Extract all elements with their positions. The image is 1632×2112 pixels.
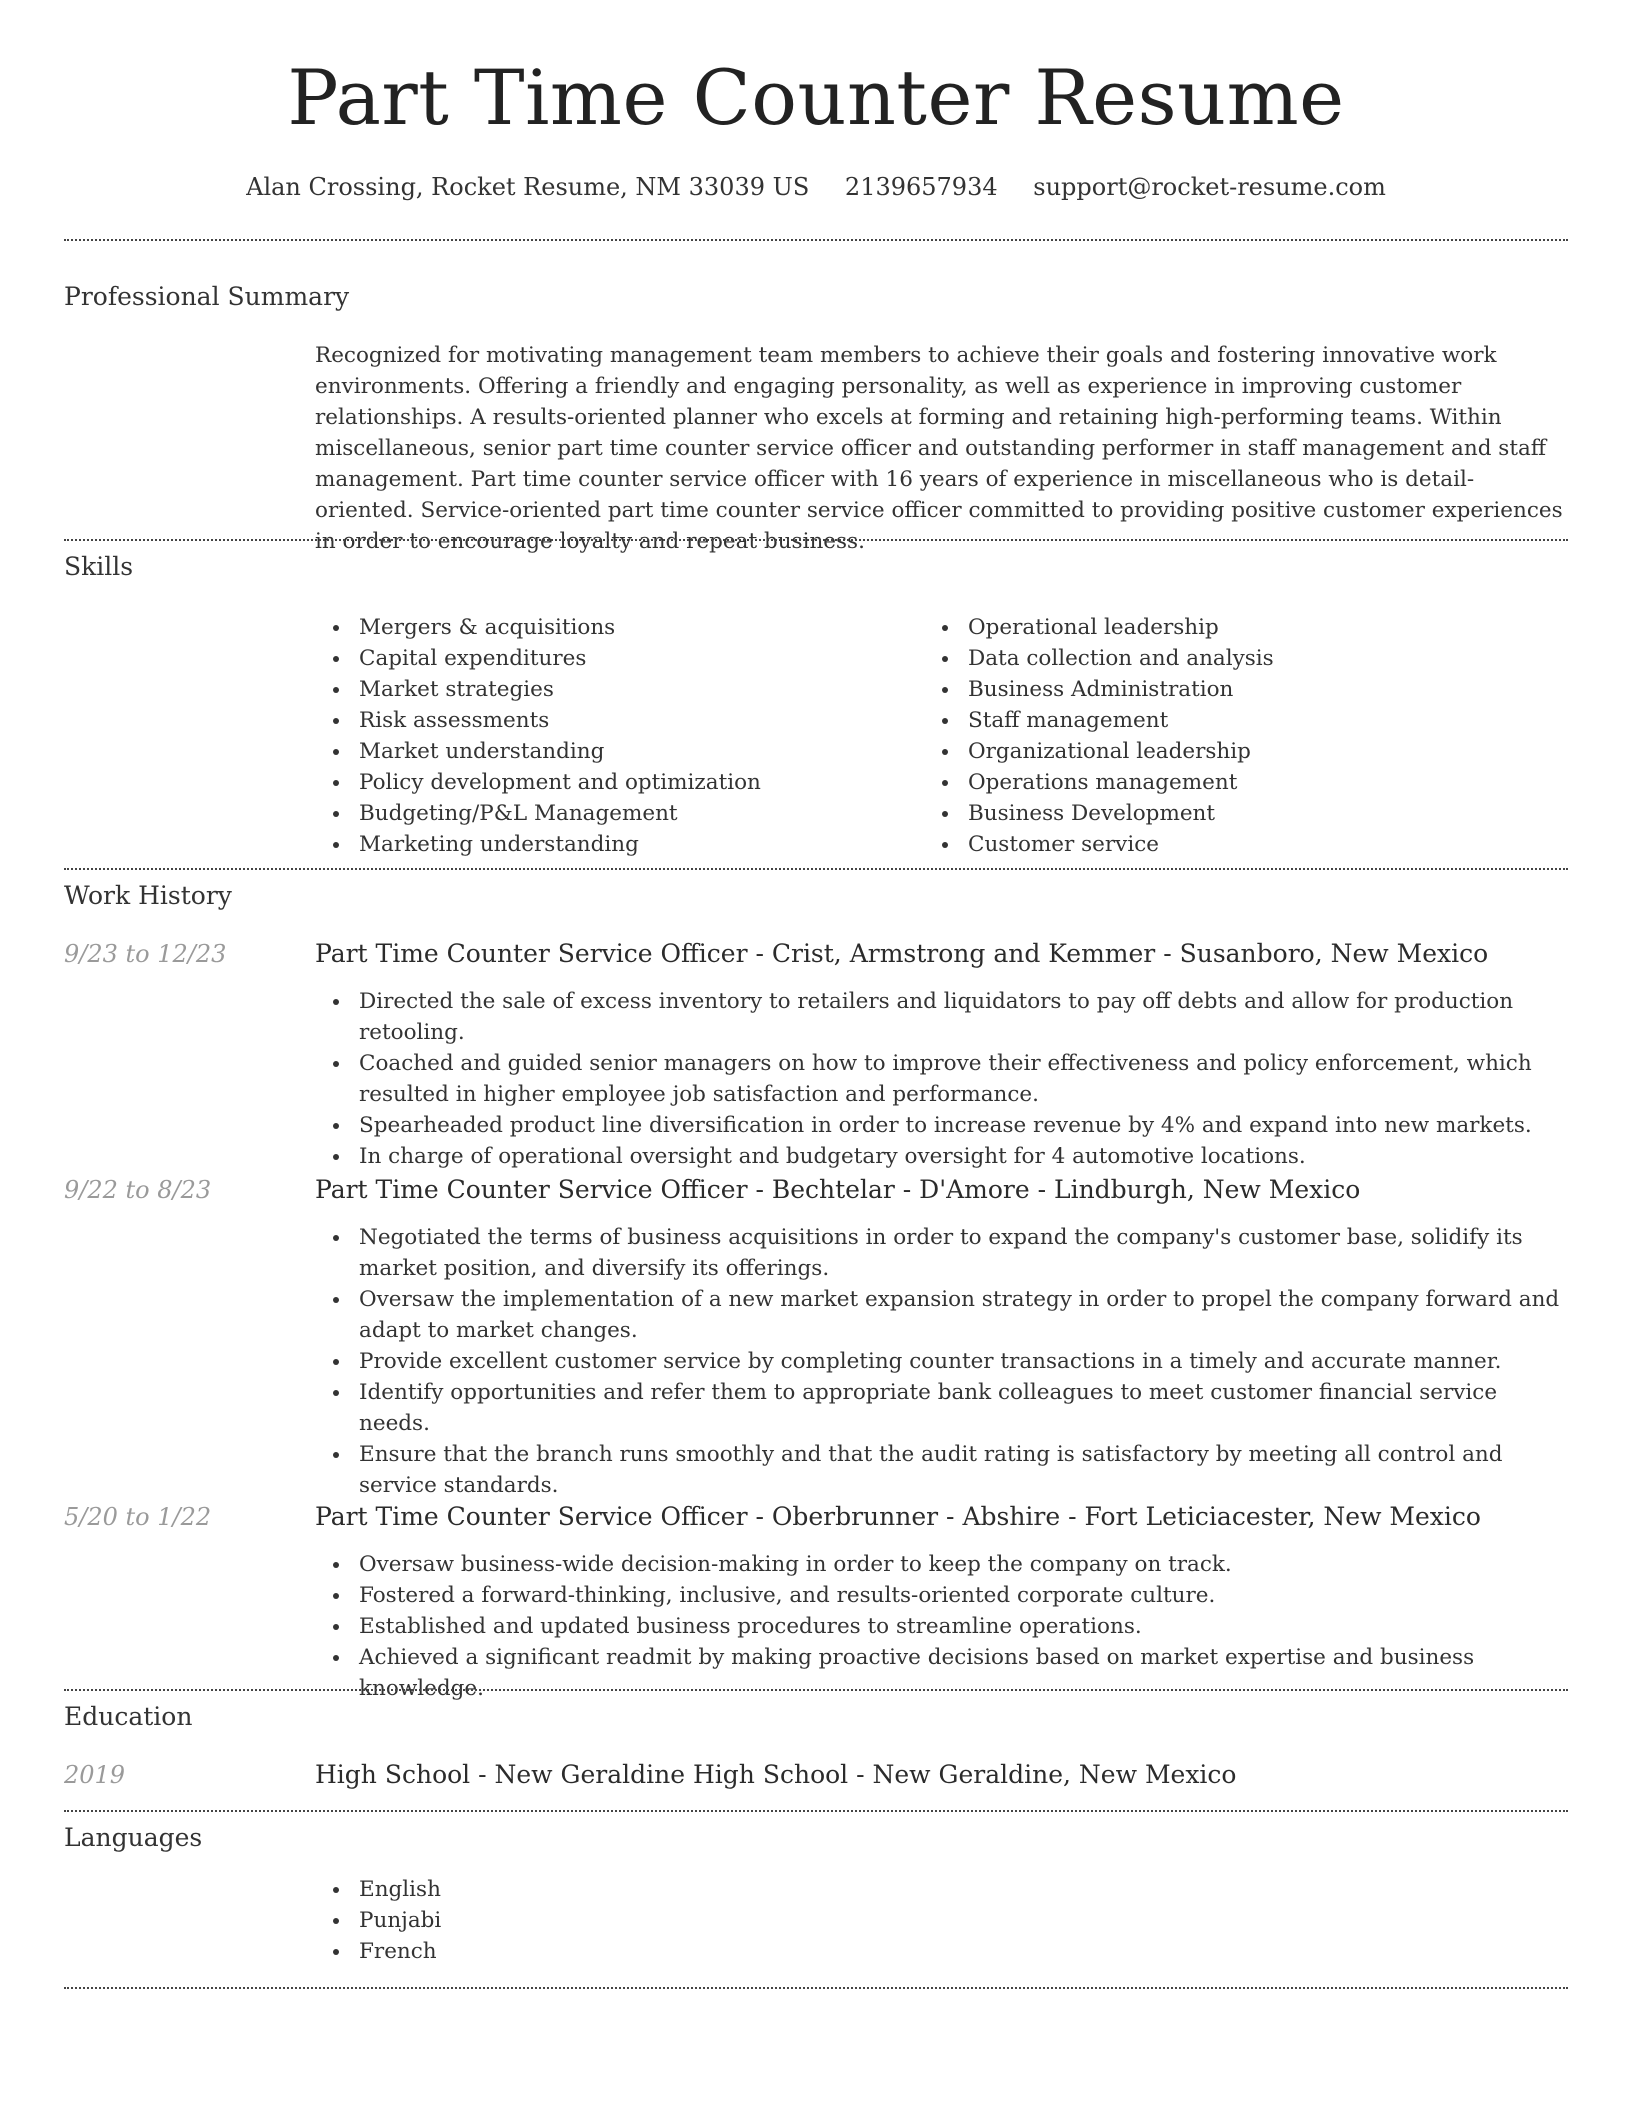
section-divider: [64, 1987, 1568, 1989]
skill-item: Marketing understanding: [359, 829, 875, 860]
section-title-skills: Skills: [64, 552, 134, 581]
section-title-work: Work History: [64, 881, 232, 910]
job-heading: Part Time Counter Service Officer - Oberbrunner - Abshire - Fort Leticiacester, New Mexico: [315, 1502, 1481, 1531]
skill-item: Staff management: [968, 705, 1484, 736]
job-bullet: Provide excellent customer service by completing counter transactions in a timely and accurate manner.: [359, 1346, 1570, 1377]
page-title: Part Time Counter Resume: [287, 53, 1345, 142]
skill-item: Operational leadership: [968, 612, 1484, 643]
job-bullet-list: [315, 1549, 1570, 1704]
language-item: Punjabi: [359, 1905, 1570, 1936]
language-item: English: [359, 1874, 1570, 1905]
contact-line: [0, 170, 1632, 204]
section-divider: [64, 1689, 1568, 1691]
section-title-summary: Professional Summary: [64, 282, 350, 311]
skill-item: Business Administration: [968, 674, 1484, 705]
job-bullet: Identify opportunities and refer them to appropriate bank colleagues to meet customer financial service needs.: [359, 1377, 1570, 1439]
section-divider: [64, 539, 1568, 541]
contact-address: Alan Crossing, Rocket Resume, NM 33039 US: [246, 173, 810, 201]
job-heading: Part Time Counter Service Officer - Crist, Armstrong and Kemmer - Susanboro, New Mexico: [315, 939, 1489, 968]
skill-item: Risk assessments: [359, 705, 875, 736]
job-bullet: Oversaw business-wide decision-making in order to keep the company on track.: [359, 1549, 1570, 1580]
skill-item: Mergers & acquisitions: [359, 612, 875, 643]
section-divider: [64, 1810, 1568, 1812]
skill-item: Market strategies: [359, 674, 875, 705]
contact-email: support@rocket-resume.com: [1033, 173, 1386, 201]
skill-item: Budgeting/P&L Management: [359, 798, 875, 829]
skill-item: Capital expenditures: [359, 643, 875, 674]
job-bullet-list: [315, 986, 1570, 1172]
section-title-education: Education: [64, 1702, 193, 1731]
job-bullet: Achieved a significant readmit by making proactive decisions based on market expertise and business knowledge.: [359, 1642, 1570, 1704]
job-bullet-list: [315, 1222, 1570, 1501]
skills-column-left: [315, 612, 875, 860]
section-divider: [64, 239, 1568, 241]
job-bullet: Spearheaded product line diversification in order to increase revenue by 4% and expand into new markets.: [359, 1110, 1570, 1141]
resume-header: [0, 48, 1632, 148]
summary-text: Recognized for motivating management team members to achieve their goals and fostering innovative work environments. Offering a friendly and engaging personality, as well as experience in improving customer relationships. A results-oriented planner who excels at forming and retaining high-performing teams. Within miscellaneous, senior part time counter service officer and outstanding performer in staff management and staff management. Part time counter service officer with 16 years of experience in miscellaneous who is detail-oriented. Service-oriented part time counter service officer committed to providing positive customer experiences in order to encourage loyalty and repeat business.: [315, 343, 1563, 554]
job-date: 9/23 to 12/23: [64, 940, 227, 968]
skill-item: Business Development: [968, 798, 1484, 829]
skill-item: Operations management: [968, 767, 1484, 798]
contact-phone: 2139657934: [844, 173, 998, 201]
section-divider: [64, 868, 1568, 870]
job-bullet: Negotiated the terms of business acquisitions in order to expand the company's customer base, solidify its market position, and diversify its offerings.: [359, 1222, 1570, 1284]
skill-item: Organizational leadership: [968, 736, 1484, 767]
job-date: 9/22 to 8/23: [64, 1176, 212, 1204]
skill-item: Market understanding: [359, 736, 875, 767]
languages-list: [315, 1874, 1570, 1967]
skill-item: Customer service: [968, 829, 1484, 860]
job-bullet: Directed the sale of excess inventory to retailers and liquidators to pay off debts and allow for production retooling.: [359, 986, 1570, 1048]
skill-item: Data collection and analysis: [968, 643, 1484, 674]
job-heading: Part Time Counter Service Officer - Bechtelar - D'Amore - Lindburgh, New Mexico: [315, 1175, 1361, 1204]
job-bullet: In charge of operational oversight and budgetary oversight for 4 automotive locations.: [359, 1141, 1570, 1172]
job-bullet: Oversaw the implementation of a new market expansion strategy in order to propel the company forward and adapt to market changes.: [359, 1284, 1570, 1346]
job-bullet: Coached and guided senior managers on how to improve their effectiveness and policy enforcement, which resulted in higher employee job satisfaction and performance.: [359, 1048, 1570, 1110]
job-bullet: Fostered a forward-thinking, inclusive, and results-oriented corporate culture.: [359, 1580, 1570, 1611]
language-item: French: [359, 1936, 1570, 1967]
education-date: 2019: [64, 1761, 126, 1789]
education-heading: High School - New Geraldine High School - New Geraldine, New Mexico: [315, 1760, 1237, 1789]
section-title-languages: Languages: [64, 1823, 203, 1852]
job-date: 5/20 to 1/22: [64, 1503, 212, 1531]
job-bullet: Ensure that the branch runs smoothly and that the audit rating is satisfactory by meeting all control and service standards.: [359, 1439, 1570, 1501]
skill-item: Policy development and optimization: [359, 767, 875, 798]
skills-column-right: [924, 612, 1484, 860]
job-bullet: Established and updated business procedures to streamline operations.: [359, 1611, 1570, 1642]
